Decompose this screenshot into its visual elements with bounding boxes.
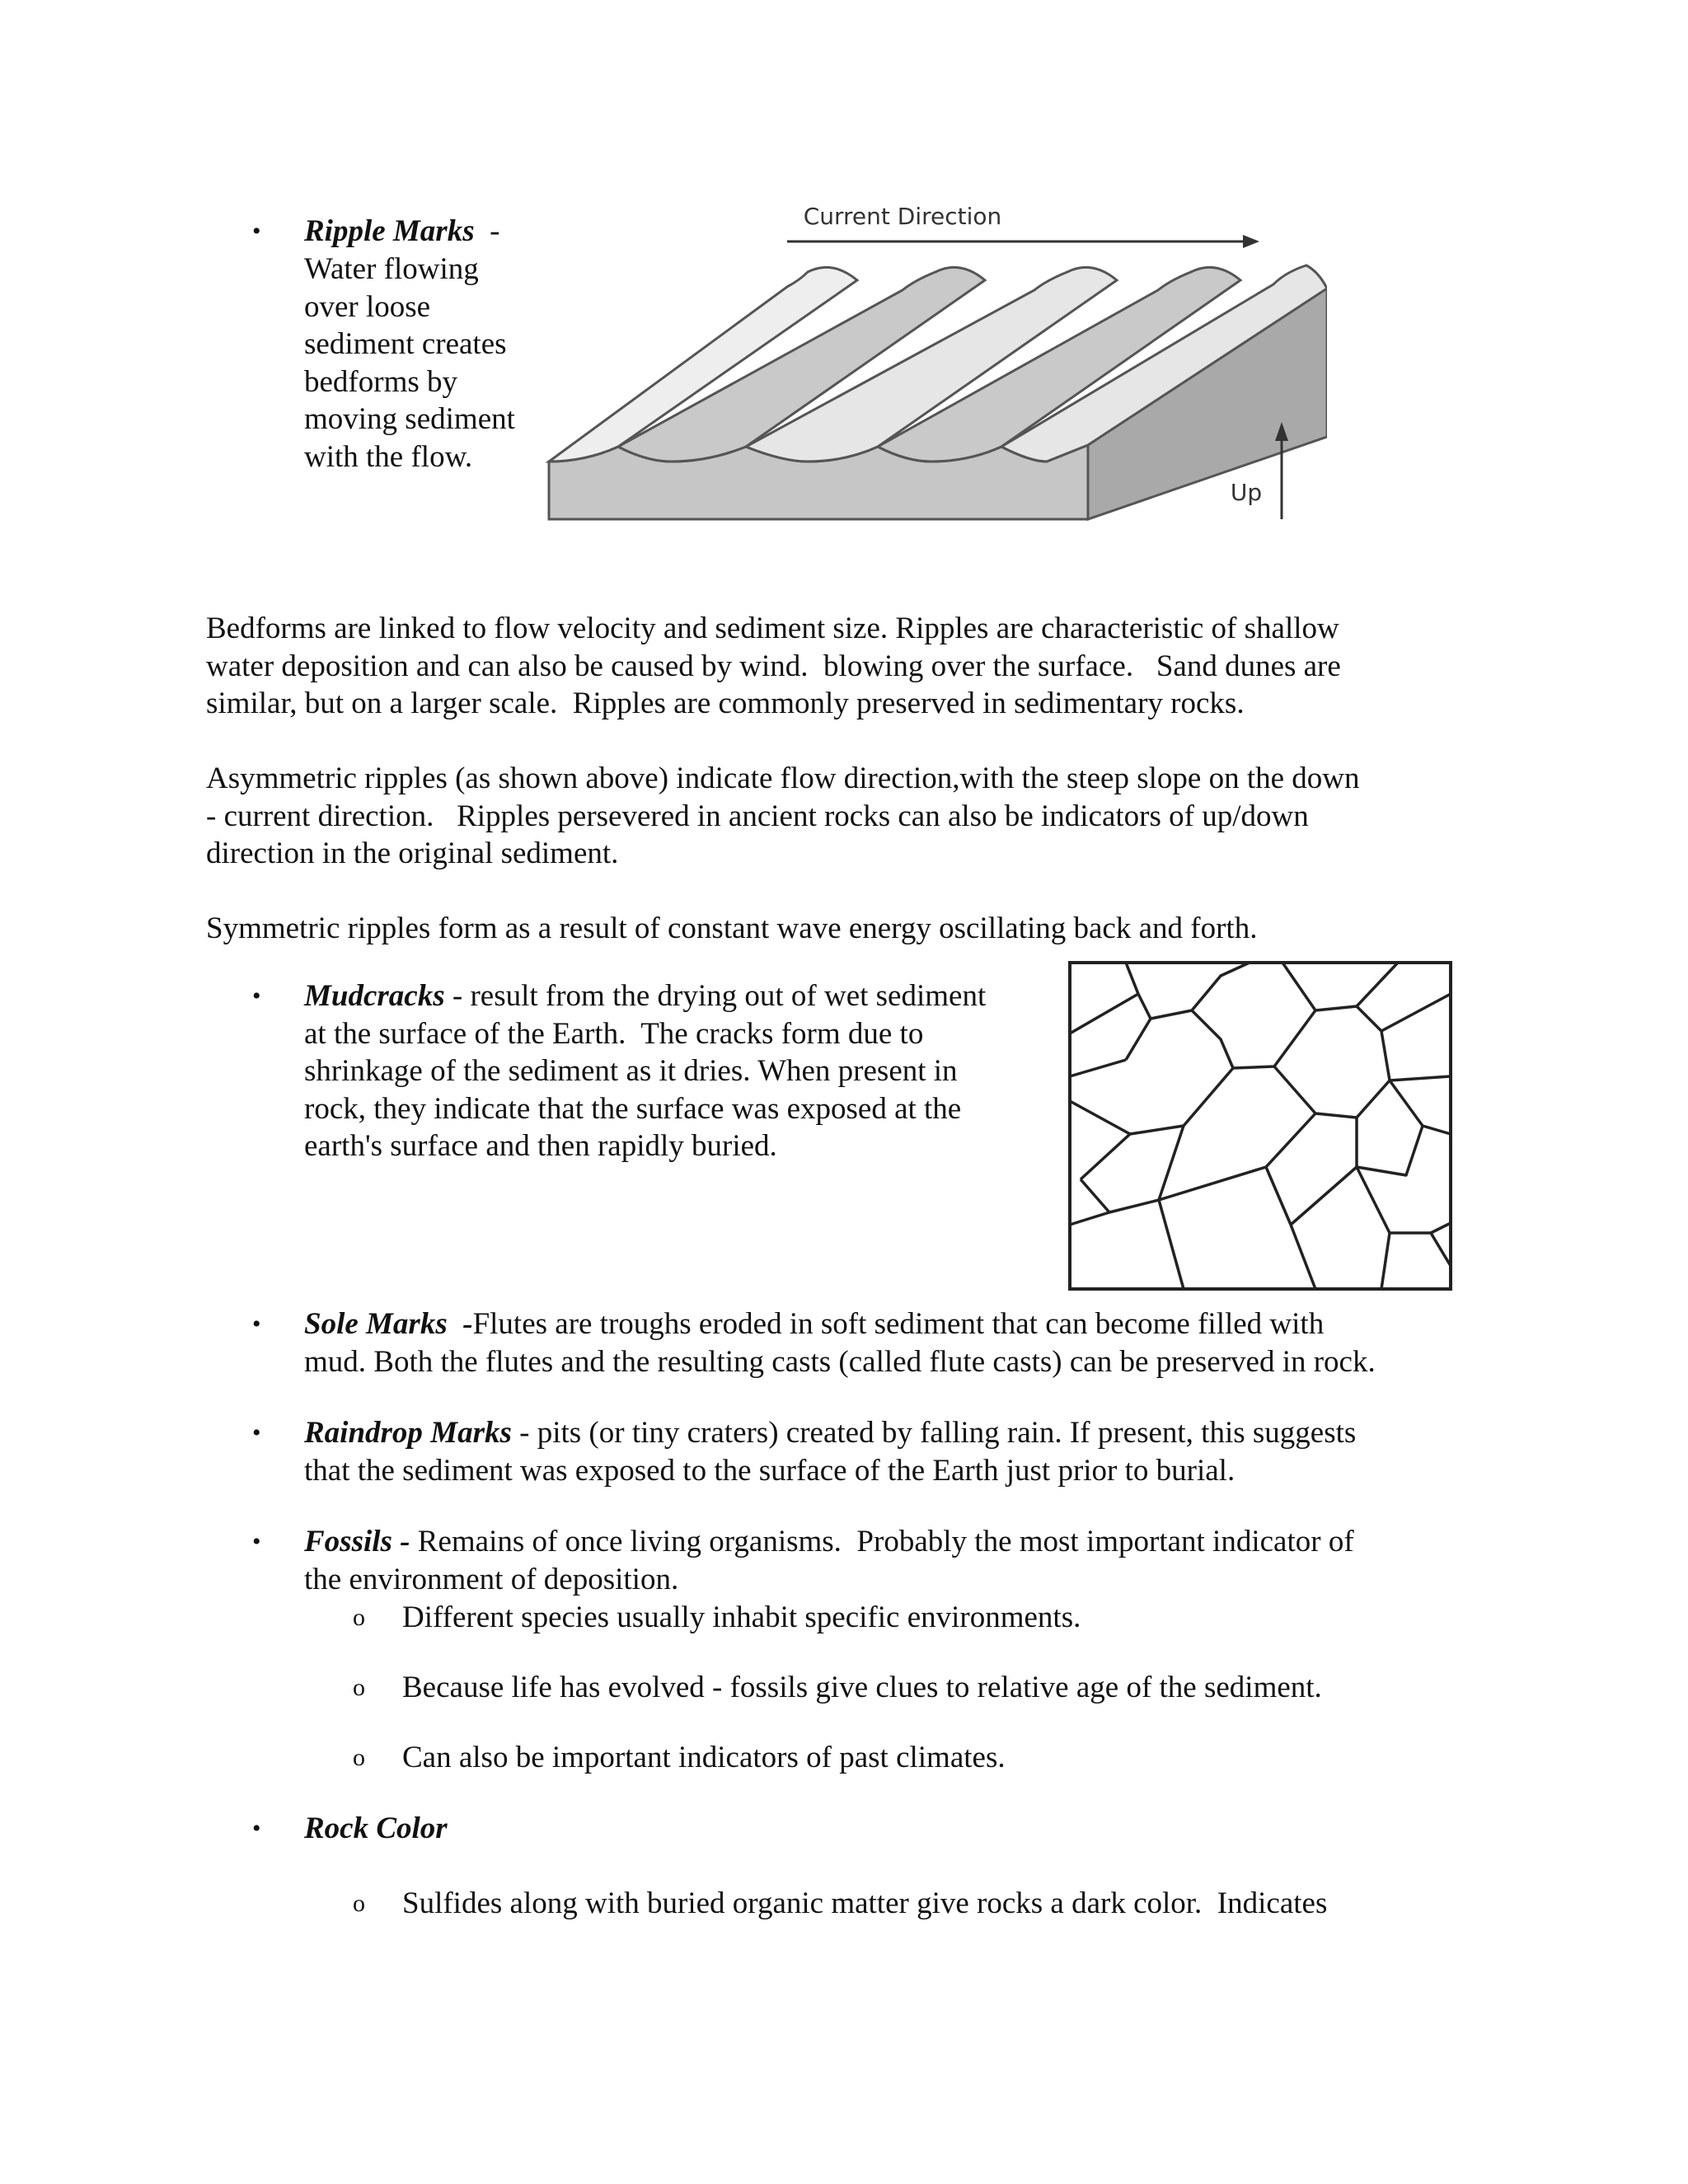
- raindrop-marks-line: that the sediment was exposed to the surface of the Earth just prior to burial.: [304, 1454, 1236, 1488]
- ripple-marks-line: over loose: [304, 290, 431, 324]
- mudcracks-term: Mudcracks: [304, 979, 445, 1013]
- sub-bullet: o: [353, 1674, 365, 1701]
- fossils-heading: [304, 1523, 1354, 1561]
- rock-color-heading: [304, 1810, 448, 1848]
- paragraph-line: water deposition and can also be caused by wind. blowing over the surface. Sand dunes are: [206, 649, 1341, 683]
- ripple-marks-dash: -: [474, 214, 500, 248]
- sole-marks-heading: [304, 1305, 1324, 1343]
- current-direction-arrowhead: [1243, 235, 1259, 248]
- sole-marks-separator: -: [447, 1307, 473, 1341]
- raindrop-marks-term: Raindrop Marks: [304, 1416, 512, 1450]
- up-label: Up: [1230, 479, 1263, 506]
- mudcracks-frame: [1070, 963, 1451, 1289]
- paragraph-line: Bedforms are linked to flow velocity and sediment size. Ripples are characteristic of shallow: [206, 612, 1339, 645]
- sub-bullet: o: [353, 1744, 365, 1771]
- bullet-rock-color: •: [252, 1815, 261, 1842]
- mudcracks-figure: [1068, 961, 1452, 1291]
- bullet-sole-marks: •: [252, 1310, 261, 1338]
- mudcracks-line: - result from the drying out of wet sediment: [444, 979, 987, 1013]
- ripple-marks-term: Ripple Marks: [304, 214, 475, 248]
- fossils-term: Fossils -: [304, 1525, 410, 1558]
- fossils-sub-item: Can also be important indicators of past climates.: [402, 1741, 1006, 1774]
- ripple-marks-figure: [536, 190, 1327, 536]
- ripple-marks-line: with the flow.: [304, 440, 473, 474]
- fossils-line: the environment of deposition.: [304, 1563, 679, 1596]
- sole-marks-line: Flutes are troughs eroded in soft sediment that can become filled with: [472, 1307, 1325, 1341]
- paragraph-line: direction in the original sediment.: [206, 837, 619, 870]
- bullet-raindrop-marks: •: [252, 1419, 261, 1446]
- raindrop-marks-line: - pits (or tiny craters) created by falling rain. If present, this suggests: [511, 1416, 1357, 1450]
- mudcracks-heading: [304, 977, 986, 1015]
- fossils-sub-item: Different species usually inhabit specific environments.: [402, 1601, 1081, 1634]
- mudcracks-line: earth's surface and then rapidly buried.: [304, 1129, 777, 1163]
- ripple-marks-line: sediment creates: [304, 327, 507, 361]
- sole-marks-term: Sole Marks: [304, 1307, 448, 1341]
- paragraph-line: Symmetric ripples form as a result of constant wave energy oscillating back and forth.: [206, 912, 1258, 945]
- paragraph-line: Asymmetric ripples (as shown above) indicate flow direction,with the steep slope on the down: [206, 762, 1360, 795]
- bullet-fossils: •: [252, 1528, 261, 1555]
- mudcracks-line: rock, they indicate that the surface was exposed at the: [304, 1092, 962, 1126]
- bullet-ripple-marks: •: [252, 218, 261, 245]
- fossils-line: Remains of once living organisms. Probably the most important indicator of: [410, 1525, 1354, 1558]
- mudcracks-line: shrinkage of the sediment as it dries. When present in: [304, 1054, 958, 1088]
- sub-bullet: o: [353, 1604, 365, 1631]
- ripple-marks-line: bedforms by: [304, 365, 457, 399]
- raindrop-marks-heading: [304, 1414, 1356, 1452]
- current-direction-label: Current Direction: [803, 203, 1002, 230]
- mudcracks-line: at the surface of the Earth. The cracks form due to: [304, 1017, 924, 1051]
- paragraph-line: - current direction. Ripples persevered in ancient rocks can also be indicators of up/down: [206, 799, 1309, 833]
- ripple-marks-line: Water flowing: [304, 252, 479, 286]
- rock-color-sub-item: Sulfides along with buried organic matter give rocks a dark color. Indicates: [402, 1886, 1328, 1920]
- paragraph-line: similar, but on a larger scale. Ripples are commonly preserved in sedimentary rocks.: [206, 687, 1245, 720]
- fossils-sub-item: Because life has evolved - fossils give clues to relative age of the sediment.: [402, 1671, 1322, 1704]
- ripple-marks-line: moving sediment: [304, 402, 515, 436]
- sole-marks-line: mud. Both the flutes and the resulting casts (called flute casts) can be preserved in rock.: [304, 1345, 1376, 1379]
- rock-color-term: Rock Color: [304, 1811, 448, 1845]
- sub-bullet: o: [353, 1890, 365, 1917]
- bullet-mudcracks: •: [252, 982, 261, 1010]
- ripple-marks-heading: [304, 213, 499, 251]
